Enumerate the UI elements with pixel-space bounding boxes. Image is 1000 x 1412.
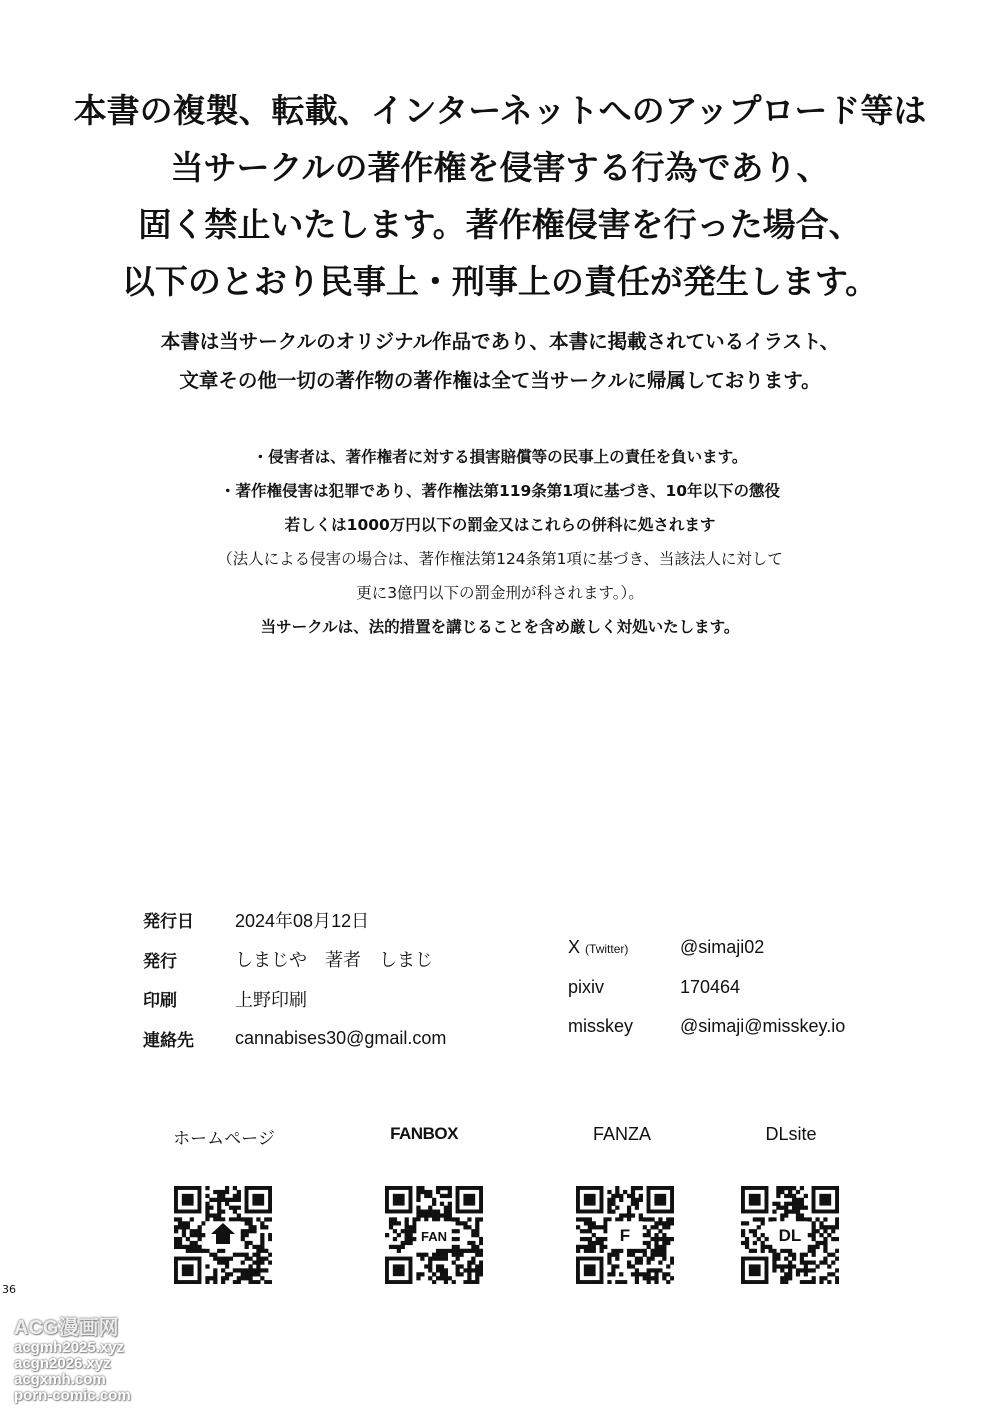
paragraph-line: 文章その他一切の著作物の著作権は全て当サークルに帰属しております。 xyxy=(179,369,821,392)
page-number: 36 xyxy=(2,1283,16,1296)
watermark-line: ACG漫画网 xyxy=(14,1317,119,1339)
heading-line: 固く禁止いたします。著作権侵害を行った場合、 xyxy=(138,205,862,244)
note-line: ・侵害者は、著作権者に対する損害賠償等の民事上の責任を負います。 xyxy=(252,448,748,466)
issue-date-row xyxy=(143,900,446,940)
contact-label: 連絡先 xyxy=(143,1030,194,1051)
publisher-value: しまじや 著者 しまじ xyxy=(235,950,433,971)
ownership-paragraph xyxy=(0,322,1000,400)
misskey-label: misskey xyxy=(568,1016,634,1037)
heading-line: 本書の複製、転載、インターネットへのアップロード等は xyxy=(73,91,927,130)
pixiv-label: pixiv xyxy=(568,976,605,997)
colophon xyxy=(143,900,446,1058)
note-line: （法人による侵害の場合は、著作権法第124条第1項に基づき、当該法人に対して xyxy=(217,550,783,568)
note-line: ・著作権侵害は犯罪であり、著作権法第119条第1項に基づき、10年以下の懲役 xyxy=(219,482,781,500)
qr-label-fanza: FANZA xyxy=(592,1124,652,1144)
svg-text:DL: DL xyxy=(778,1226,802,1245)
home-icon xyxy=(205,1221,240,1248)
note-line: 当サークルは、法的措置を講じることを含め厳しく対処いたします。 xyxy=(260,618,740,636)
watermark-line: acgn2026.xyz xyxy=(14,1355,111,1372)
publisher-label: 発行 xyxy=(143,951,177,972)
contact-email[interactable]: cannabises30@gmail.com xyxy=(235,1027,447,1048)
qr-label-fanbox: FANBOX xyxy=(390,1124,458,1143)
qr-code-homepage[interactable] xyxy=(174,1186,272,1284)
legal-notes xyxy=(0,440,1000,644)
copyright-heading xyxy=(0,82,1000,310)
x-name: X xyxy=(568,937,581,958)
watermark-line: porn-comic.com xyxy=(14,1387,131,1404)
pixiv-row xyxy=(568,968,845,1008)
x-label xyxy=(568,937,680,958)
site-watermark xyxy=(14,1316,154,1404)
qr-code-fanza[interactable] xyxy=(576,1186,674,1284)
qr-label-dlsite: DLsite xyxy=(765,1124,817,1144)
dlsite-icon xyxy=(772,1221,807,1248)
printer-value: 上野印刷 xyxy=(235,989,307,1010)
note-line: 更に3億円以下の罰金刑が科されます。）。 xyxy=(356,584,644,602)
printer-row xyxy=(143,979,446,1019)
svg-text:F: F xyxy=(619,1226,631,1245)
x-row xyxy=(568,928,845,968)
pixiv-id[interactable]: 170464 xyxy=(680,976,741,997)
qr-code-fanbox[interactable] xyxy=(385,1186,483,1284)
misskey-handle[interactable]: @simaji@misskey.io xyxy=(680,1016,846,1037)
qr-label-homepage: ホームページ xyxy=(173,1129,275,1149)
heading-line: 当サークルの著作権を侵害する行為であり、 xyxy=(170,148,830,187)
issue-date-value: 2024年08月12日 xyxy=(235,910,370,931)
note-line: 若しくは1000万円以下の罰金又はこれらの併科に処されます xyxy=(284,516,716,534)
svg-text:FAN: FAN xyxy=(421,1229,447,1244)
issue-date-label: 発行日 xyxy=(143,912,194,933)
publisher-row xyxy=(143,940,446,980)
watermark-line: acgxmh.com xyxy=(14,1371,106,1388)
printer-label: 印刷 xyxy=(143,991,177,1012)
watermark-line: acgmh2025.xyz xyxy=(14,1339,125,1356)
paragraph-line: 本書は当サークルのオリジナル作品であり、本書に掲載されているイラスト、 xyxy=(160,330,840,353)
heading-line: 以下のとおり民事上・刑事上の責任が発生します。 xyxy=(121,262,879,301)
fanbox-icon xyxy=(416,1221,451,1248)
qr-code-dlsite[interactable] xyxy=(741,1186,839,1284)
social-accounts xyxy=(568,928,845,1047)
x-handle[interactable]: @simaji02 xyxy=(680,937,765,958)
fanza-icon xyxy=(607,1221,642,1248)
x-sub-label: (Twitter) xyxy=(585,942,629,957)
contact-row xyxy=(143,1019,446,1059)
misskey-row xyxy=(568,1007,845,1047)
